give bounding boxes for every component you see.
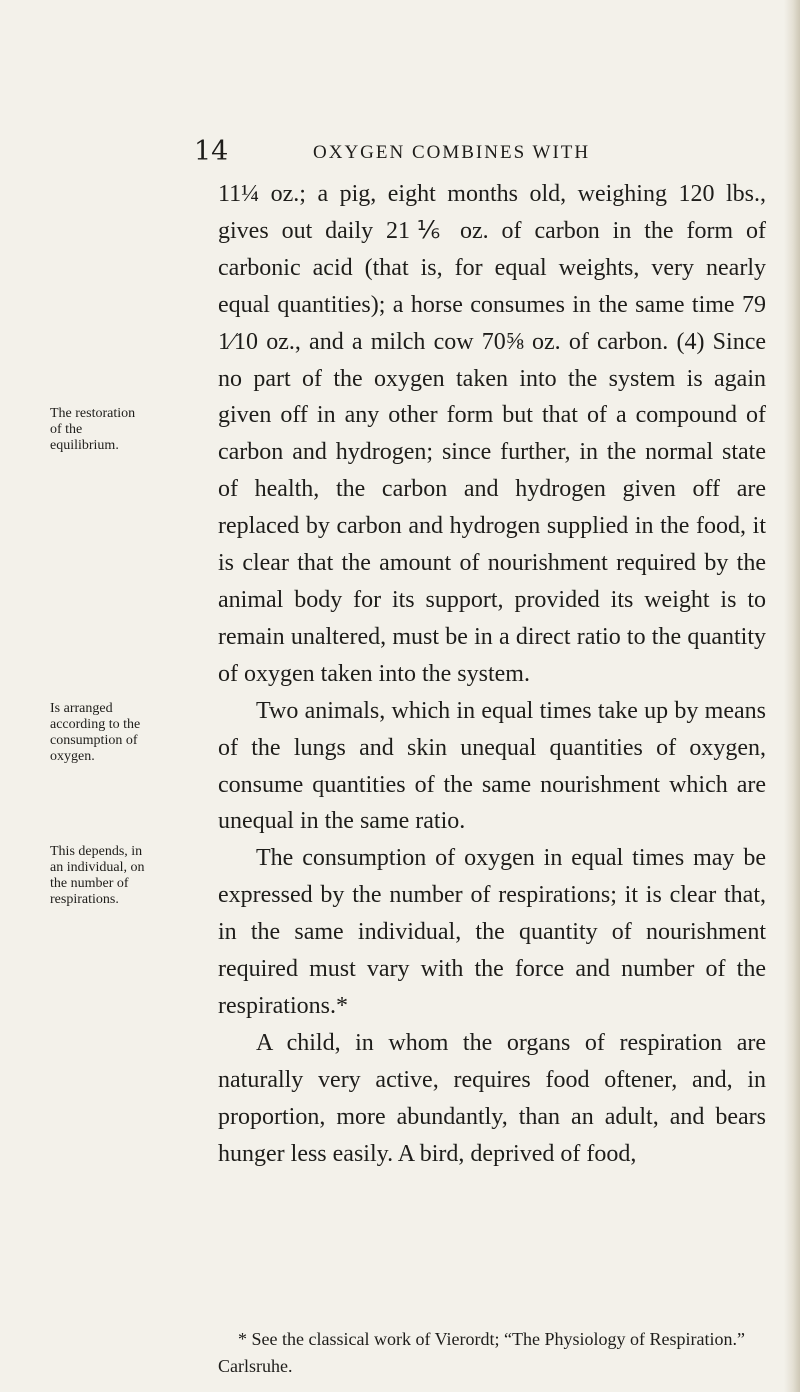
page-edge-shadow — [784, 0, 800, 1392]
paragraph-2: Two animals, which in equal times take up by means of the lungs and skin unequal quantities of oxygen, consume quantities of the same nourishment which are unequal in the same ratio. — [218, 697, 766, 835]
body-text — [218, 176, 766, 1172]
margin-note-restoration: The restoration of the equilibrium. — [50, 406, 136, 453]
footnote: * See the classical work of Vierordt; “The Physiology of Respiration.” Carlsruhe. — [218, 1329, 745, 1376]
margin-note-arranged: Is arranged according to the consumption of oxygen. — [50, 701, 141, 764]
paragraph-1: 11¼ oz.; a pig, eight months old, weighing 120 lbs., gives out daily 21⅙ oz. of carbon in the form of carbonic acid (that is, for equal weights, very nearly equal quantities); a horse consumes in the same time 79 1⁄10 oz., and a milch cow 70⅝ oz. of carbon. (4) Since no part of the oxygen taken into the system is again given off in any other form but that of a compound of carbon and hydrogen; since further, in the normal state of health, the carbon and hydrogen given off are replaced by carbon and hydrogen supplied in the food, it is clear that the amount of nourishment required by the animal body for its support, provided its weight is to remain unaltered, must be in a direct ratio to the quantity of oxygen taken into the system. — [218, 181, 766, 687]
running-title: OXYGEN COMBINES WITH — [313, 142, 591, 163]
paragraph-3: The consumption of oxygen in equal times may be expressed by the number of respirations; it is clear that, in the same individual, the quantity of nourishment required must vary with the force and number of the respirations.* — [218, 845, 766, 1019]
paragraph-4: A child, in whom the organs of respiration are naturally very active, requires food oftener, and, in proportion, more abundantly, than an adult, and bears hunger less easily. A bird, deprived of food, — [218, 1029, 766, 1167]
margin-note-depends: This depends, in an individual, on the number of respirations. — [50, 844, 145, 907]
page-number: 14 — [194, 136, 229, 167]
